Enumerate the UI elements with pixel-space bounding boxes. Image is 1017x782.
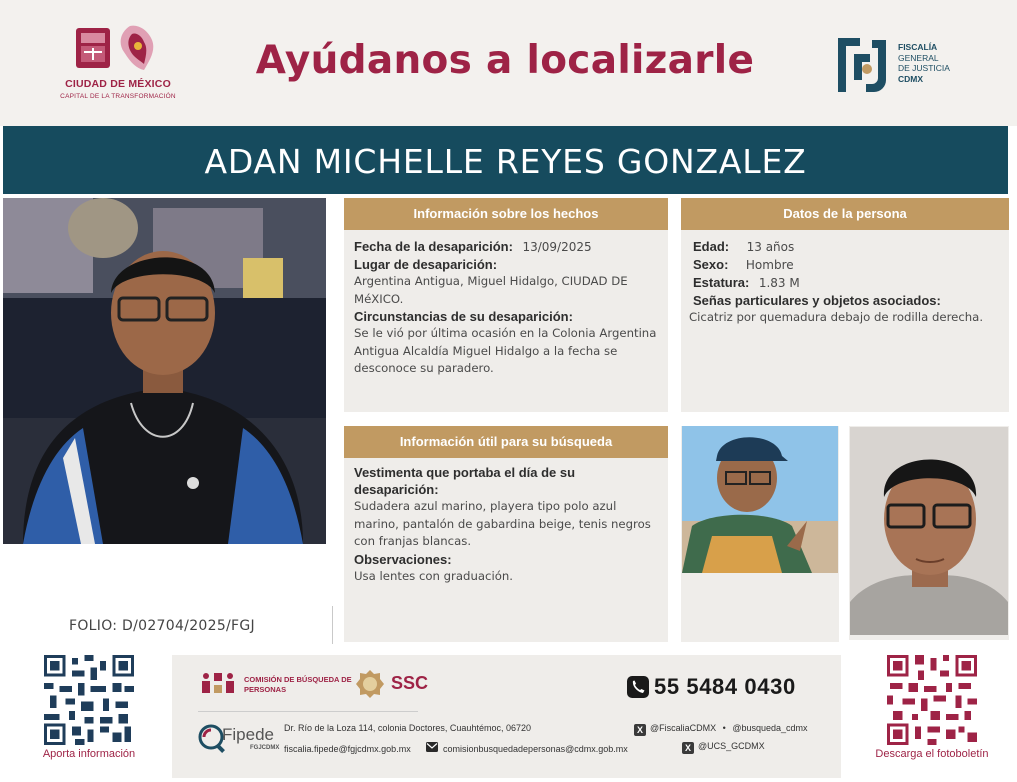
fipede-sub: FGJCDMX (250, 745, 280, 751)
estatura-label: Estatura: (693, 275, 750, 290)
fgj-line-1: FISCALÍA (898, 42, 938, 52)
social-separator: • (722, 723, 726, 733)
estatura-value: 1.83 M (758, 276, 800, 290)
fecha-value: 13/09/2025 (522, 240, 592, 254)
comision-busqueda-text: COMISIÓN DE BÚSQUEDA DE PERSONAS (244, 675, 352, 694)
lugar-label: Lugar de desaparición: (354, 257, 498, 272)
card-hechos-body (354, 238, 660, 378)
main-photo (3, 198, 326, 544)
fgj-logo (836, 34, 976, 98)
page-title: Ayúdanos a localizarle (255, 38, 755, 83)
card-util (344, 426, 668, 642)
card-util-body (354, 464, 651, 585)
email-fipede[interactable]: fiscalia.fipede@fgjcdmx.gob.mx (284, 744, 411, 754)
photo-3 (850, 427, 1008, 635)
observaciones-value: Usa lentes con graduación. (354, 568, 513, 583)
x-social-icon: X (634, 724, 646, 736)
card-persona-title: Datos de la persona (681, 198, 1009, 230)
social-ucs[interactable]: @UCS_GCDMX (698, 741, 765, 751)
cdmx-logo (58, 20, 178, 106)
card-util-title: Información útil para su búsqueda (344, 426, 668, 458)
sexo-value: Hombre (745, 258, 794, 272)
cdmx-name: CIUDAD DE MÉXICO (65, 78, 171, 90)
ssc-badge-icon (355, 669, 385, 699)
photo-2 (682, 426, 838, 573)
fgj-line-2: GENERAL (898, 52, 939, 63)
address: Dr. Río de la Loza 114, colonia Doctores, Cuauhtémoc, 06720 (284, 723, 531, 733)
comision-busqueda-icon (200, 671, 236, 695)
cdmx-tagline: CAPITAL DE LA TRANSFORMACIÓN (60, 93, 176, 100)
social-row-2 (682, 741, 765, 754)
phone-number: 55 5484 0430 (654, 674, 796, 699)
mail-icon (426, 742, 438, 752)
card-hechos (344, 198, 668, 412)
ssc-label: SSC (391, 673, 429, 693)
fipede-name: Fipede (222, 725, 274, 744)
footer-divider (198, 711, 418, 712)
x-social-icon-2: X (682, 742, 694, 754)
circunstancias-value: Se le vió por última ocasión en la Colonia Argentina Antigua Alcaldía Miguel Hidalgo a la fecha se desconoce su paradero. (354, 326, 657, 375)
fgj-mark-icon (836, 34, 890, 96)
person-photo-main (3, 198, 326, 544)
footer-contacts (172, 655, 841, 778)
card-persona-body (689, 238, 1001, 327)
qr-code-fotoboletin[interactable] (887, 655, 977, 745)
senas-value: Cicatriz por quemadura debajo de rodilla derecha. (689, 310, 984, 324)
fgj-line-4: CDMX (898, 73, 924, 84)
person-name: ADAN MICHELLE REYES GONZALEZ (204, 142, 807, 181)
card-hechos-title: Información sobre los hechos (344, 198, 668, 230)
observaciones-label: Observaciones: (354, 551, 452, 567)
circunstancias-label: Circunstancias de su desaparición: (354, 309, 573, 324)
edad-value: 13 años (746, 240, 795, 254)
fgj-line-3: DE JUSTICIA (898, 63, 950, 73)
person-photo-3 (850, 427, 1008, 635)
social-fiscalia[interactable]: @FiscaliaCDMX (650, 723, 717, 733)
vestimenta-label: Vestimenta que portaba el día de su desaparición: (354, 465, 576, 497)
fgj-text (898, 42, 978, 84)
phone-contact[interactable] (627, 673, 827, 703)
header (0, 0, 1017, 126)
fipede-logo (198, 721, 278, 761)
social-row-1 (634, 723, 808, 736)
card-persona (681, 198, 1009, 412)
qr-code-aporta[interactable] (44, 655, 134, 745)
email-comision[interactable]: comisionbusquedadepersonas@cdmx.gob.mx (443, 744, 628, 754)
person-photo-2 (682, 426, 838, 573)
edad-label: Edad: (693, 239, 730, 254)
lugar-value: Argentina Antigua, Miguel Hidalgo, CIUDAD DE MéXICO. (354, 274, 628, 306)
folio: FOLIO: D/02704/2025/FGJ (69, 618, 255, 634)
senas-label: Señas particulares y objetos asociados: (693, 293, 941, 308)
qr-right-caption: Descarga el fotoboletín (875, 748, 989, 760)
phone-icon (627, 676, 649, 698)
cdmx-emblem-icon (72, 22, 162, 74)
vestimenta-value: Sudadera azul marino, playera tipo polo azul marino, pantalón de gabardina beige, tenis negros con franjas blancas. (354, 499, 651, 548)
sexo-label: Sexo: (693, 257, 729, 272)
name-band (3, 126, 1008, 194)
fecha-label: Fecha de la desaparición: (354, 239, 513, 254)
social-busqueda[interactable]: @busqueda_cdmx (732, 723, 808, 733)
folio-divider (332, 606, 333, 644)
qr-left-caption: Aporta información (42, 748, 136, 760)
